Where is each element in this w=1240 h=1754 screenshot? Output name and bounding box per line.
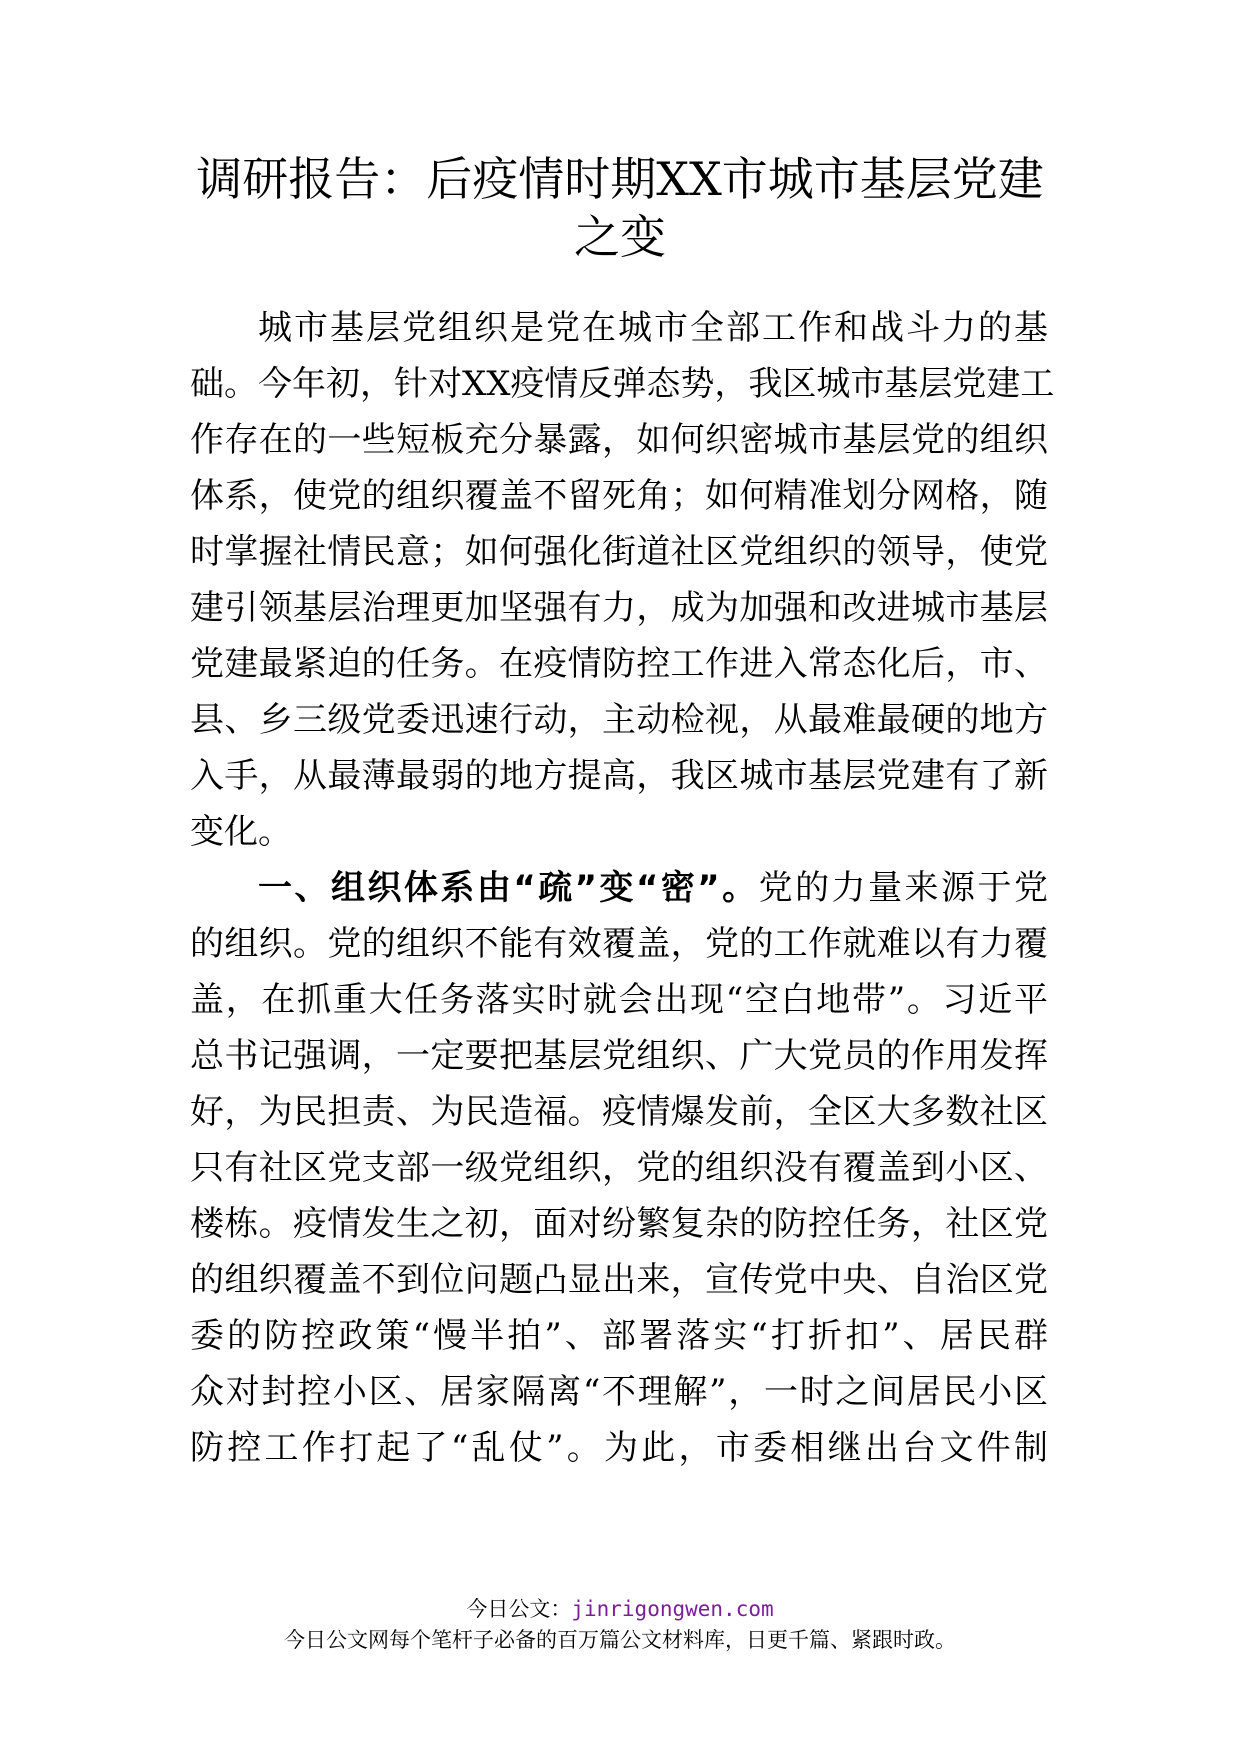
paragraph-1-line: 党建最紧迫的任务。在疫情防控工作进入常态化后，市、 (190, 644, 1048, 684)
paragraph-1-line: 作存在的一些短板充分暴露，如何织密城市基层党的组织 (190, 420, 1048, 460)
document-title (180, 150, 1060, 266)
paragraph-1-line: 入手，从最薄最弱的地方提高，我区城市基层党建有了新 (190, 756, 1048, 796)
paragraph-1-line: 体系，使党的组织覆盖不留死角；如何精准划分网格，随 (190, 476, 1048, 516)
section-1-line: 盖，在抓重大任务落实时就会出现“空白地带”。习近平 (190, 980, 1048, 1020)
section-1-line: 的组织覆盖不到位问题凸显出来，宣传党中央、自治区党 (190, 1260, 1048, 1300)
paragraph-1-line: 县、乡三级党委迅速行动，主动检视，从最难最硬的地方 (190, 700, 1048, 740)
section-1-line: 委的防控政策“慢半拍”、部署落实“打折扣”、居民群 (190, 1316, 1048, 1356)
section-1-first-line (258, 868, 1048, 908)
section-1-line: 楼栋。疫情发生之初，面对纷繁复杂的防控任务，社区党 (190, 1204, 1048, 1244)
footer-site-label: 今日公文： (466, 1597, 572, 1621)
section-1-line: 好，为民担责、为民造福。疫情爆发前，全区大多数社区 (190, 1092, 1048, 1132)
section-1-line: 防控工作打起了“乱仗”。为此，市委相继出台文件制 (190, 1428, 1048, 1468)
footer-site-link[interactable]: jinrigongwen.com (571, 1597, 774, 1621)
section-1-line: 总书记强调，一定要把基层党组织、广大党员的作用发挥 (190, 1036, 1048, 1076)
footer-slogan: 今日公文网每个笔杆子必备的百万篇公文材料库，日更千篇、紧跟时政。 (284, 1628, 956, 1652)
section-1-first-line-text: 党的力量来源于党 (758, 868, 1049, 908)
title-line-2: 之变 (574, 210, 666, 264)
paragraph-1-line: 时掌握社情民意；如何强化街道社区党组织的领导，使党 (190, 532, 1048, 572)
paragraph-1-line: 建引领基层治理更加坚强有力，成为加强和改进城市基层 (190, 588, 1048, 628)
footer-site (0, 1595, 1240, 1623)
paragraph-1-line: 变化。 (190, 812, 292, 852)
section-1-heading: 一、组织体系由“疏”变“密”。 (258, 868, 759, 908)
section-1-line: 只有社区党支部一级党组织，党的组织没有覆盖到小区、 (190, 1148, 1048, 1188)
section-1-line: 的组织。党的组织不能有效覆盖，党的工作就难以有力覆 (190, 924, 1048, 964)
title-line-1: 调研报告：后疫情时期XX市城市基层党建 (196, 152, 1044, 206)
paragraph-1-line: 础。今年初，针对XX疫情反弹态势，我区城市基层党建工 (190, 364, 1055, 404)
section-1-line: 众对封控小区、居家隔离“不理解”，一时之间居民小区 (190, 1372, 1048, 1412)
paragraph-1-line: 城市基层党组织是党在城市全部工作和战斗力的基 (258, 308, 1048, 348)
